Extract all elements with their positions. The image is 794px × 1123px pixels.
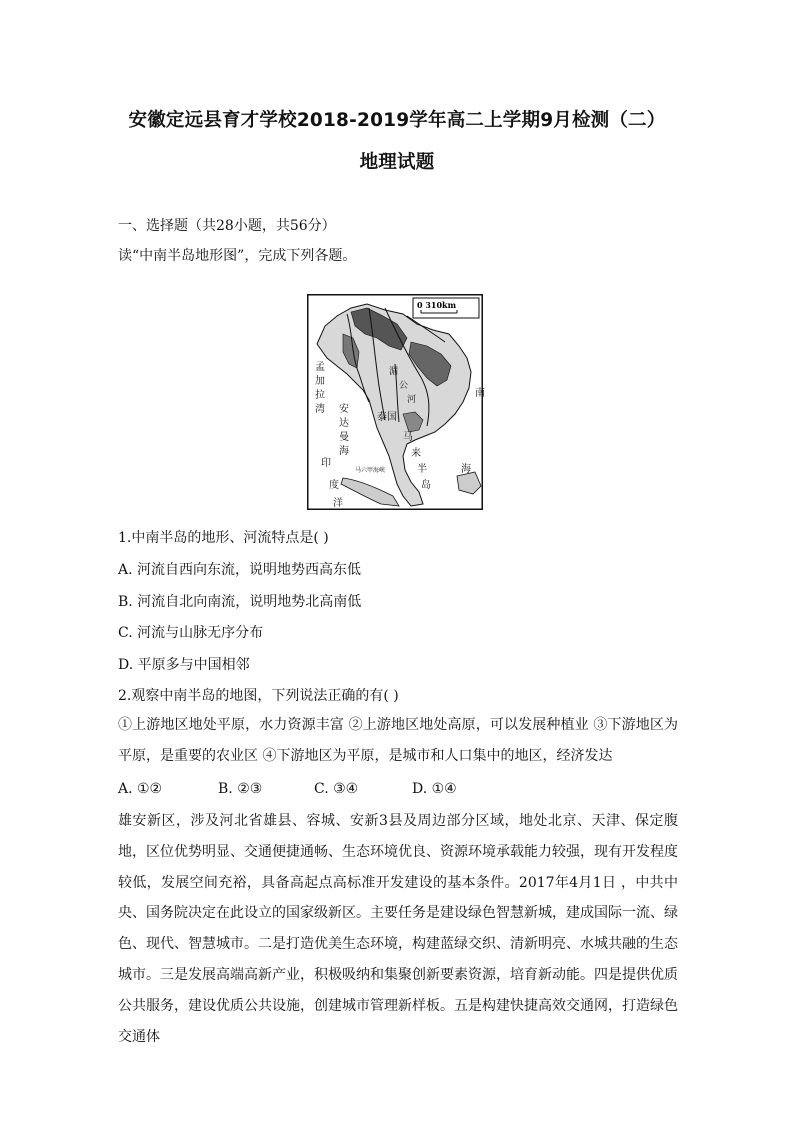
scale-label: 0 310km [417, 300, 457, 310]
question-1-option-b: B. 河流自北向南流，说明地势北高南低 [118, 594, 362, 610]
map-label-peninsula: 马 [403, 432, 413, 443]
svg-text:公: 公 [399, 381, 409, 391]
svg-text:达: 达 [339, 418, 349, 429]
question-1-option-a: A. 河流自西向东流，说明地势西高东低 [118, 562, 362, 578]
scale-bar [413, 298, 479, 318]
svg-text:加: 加 [315, 376, 325, 387]
question-2-option-b: B. ②③ [218, 781, 263, 797]
svg-text:海: 海 [461, 464, 471, 475]
svg-text:河: 河 [407, 395, 417, 405]
svg-text:湾: 湾 [315, 404, 325, 415]
svg-text:拉: 拉 [315, 390, 325, 401]
question-2-option-c: C. ③④ [314, 781, 359, 797]
indochina-terrain-map [307, 294, 483, 510]
section-heading: 一、选择题（共28小题，共56分） [118, 218, 336, 234]
svg-text:度: 度 [329, 480, 339, 491]
question-2-stem: 2.观察中南半岛的地图，下列说法正确的有( ) [118, 688, 399, 704]
exam-title: 安徽定远县育才学校2018-2019学年高二上学期9月检测（二） [128, 110, 666, 131]
map-label-thailand: 泰国 [377, 412, 397, 423]
svg-text:海: 海 [339, 446, 349, 457]
section-intro: 读“中南半岛地形图”，完成下列各题。 [118, 248, 357, 264]
question-1-option-c: C. 河流与山脉无序分布 [118, 625, 264, 641]
map-label-bay: 孟 [315, 362, 325, 373]
map-label-malacca: 马六甲海峡 [355, 467, 386, 474]
svg-text:曼: 曼 [339, 432, 349, 443]
svg-text:湄: 湄 [389, 367, 399, 377]
svg-text:岛: 岛 [421, 480, 431, 491]
question-2-option-a: A. ①② [118, 781, 163, 797]
question-1-option-d: D. 平原多与中国相邻 [118, 657, 250, 673]
question-1-stem: 1.中南半岛的地形、河流特点是( ) [118, 530, 329, 546]
question-2-option-d: D. ①④ [412, 781, 457, 797]
svg-text:半: 半 [417, 464, 427, 475]
map-label-andaman: 安 [339, 404, 349, 415]
svg-text:来: 来 [411, 448, 421, 459]
svg-text:洋: 洋 [333, 498, 343, 509]
question-2-body: ①上游地区地处平原，水力资源丰富 ②上游地区地处高原，可以发展种植业 ③下游地区为平原，是重要的农业区 ④下游地区为平原，是城市和人口集中的地区，经济发达 [118, 717, 678, 764]
map-label-south-sea: 南 [475, 388, 485, 399]
exam-subject: 地理试题 [359, 152, 435, 173]
reading-passage: 雄安新区，涉及河北省雄县、容城、安新3县及周边部分区域，地处北京、天津、保定腹地，区位优势明显、交通便捷通畅、生态环境优良、资源环境承载能力较强，现有开发程度较低，发展空间充裕，具备高起点高标准开发建设的基本条件。2017年4月1日 ，中共中央、国务院决定在此设立的国家级新区。主要任务是建设绿色智慧新城，建成国际一流、绿色、现代、智慧城市。二是打造优美生态环境，构建蓝绿交织、清新明亮、水城共融的生态城市。三是发展高端高新产业，积极吸纳和集聚创新要素资源，培育新动能。四是提供优质公共服务，建设优质公共设施，创建城市管理新样板。五是构建快捷高效交通网，打造绿色交通体 [118, 813, 678, 1045]
map-label-indian-ocean: 印 [321, 458, 331, 469]
